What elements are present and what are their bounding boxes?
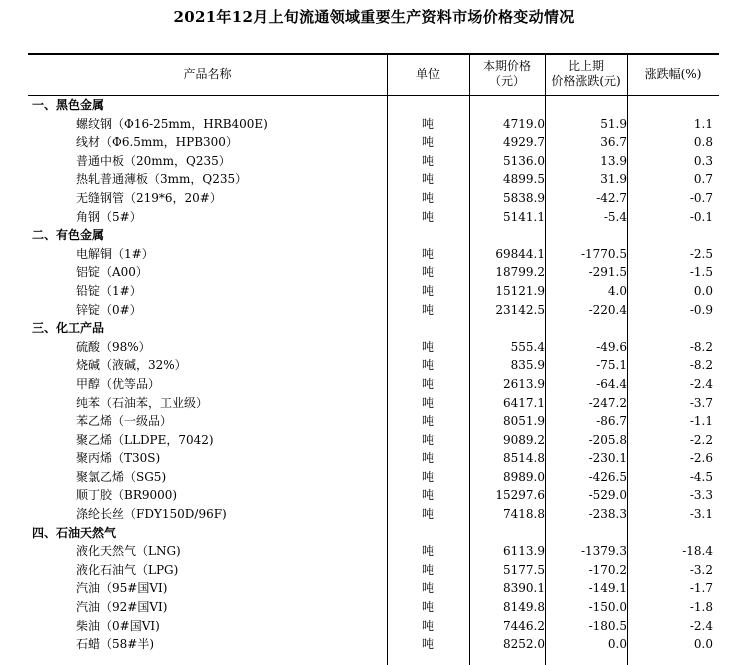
price-cell: 7418.8 [503, 507, 545, 522]
category-name: 三、化工产品 [32, 321, 105, 336]
change-cell: -291.5 [588, 265, 627, 280]
header-change-line1: 比上期 [567, 59, 604, 73]
price-cell: 835.9 [510, 358, 545, 373]
change-cell: -64.4 [596, 376, 627, 391]
product-name: 烧碱（液碱，32%） [76, 358, 187, 373]
unit-cell: 吨 [421, 600, 434, 615]
change-cell: -5.4 [603, 209, 627, 224]
product-name: 锌锭（0#） [76, 302, 142, 317]
change-cell: -49.6 [596, 339, 627, 354]
pct-cell: 0.0 [693, 637, 713, 652]
product-name: 汽油（92#国VI) [76, 600, 168, 615]
product-name: 纯苯（石油苯，工业级） [76, 395, 209, 410]
unit-cell: 吨 [421, 544, 434, 559]
header-pct: 涨跌幅(%) [644, 66, 702, 81]
change-cell: -170.2 [588, 562, 627, 577]
category-name: 四、石油天然气 [32, 525, 117, 540]
table-header [28, 54, 719, 94]
table-row [28, 115, 719, 134]
table-row [28, 505, 719, 524]
unit-cell: 吨 [421, 209, 434, 224]
product-name: 柴油（0#国VI) [76, 618, 160, 633]
change-cell: -238.3 [588, 507, 627, 522]
product-name: 聚乙烯（LLDPE，7042) [76, 432, 214, 447]
unit-cell: 吨 [421, 451, 434, 466]
table-row [28, 449, 719, 468]
pct-cell: 0.8 [693, 135, 713, 150]
pct-cell: -0.1 [689, 209, 713, 224]
table-row [28, 189, 719, 208]
price-cell: 5838.9 [503, 190, 545, 205]
header-unit: 单位 [415, 66, 440, 81]
product-name: 聚丙烯（T30S) [76, 451, 161, 466]
table-row [28, 561, 719, 580]
pct-cell: -8.2 [689, 358, 713, 373]
pct-cell: -2.4 [689, 376, 713, 391]
pct-cell: -1.8 [689, 600, 713, 615]
pct-cell: -1.7 [689, 581, 713, 596]
unit-cell: 吨 [421, 581, 434, 596]
unit-cell: 吨 [421, 302, 434, 317]
unit-cell: 吨 [421, 358, 434, 373]
unit-cell: 吨 [421, 507, 434, 522]
table-row [28, 282, 719, 301]
unit-cell: 吨 [421, 116, 434, 131]
price-cell: 6417.1 [503, 395, 545, 410]
price-cell: 7446.2 [503, 618, 545, 633]
unit-cell: 吨 [421, 488, 434, 503]
table-row [28, 542, 719, 561]
product-name: 涤纶长丝（FDY150D/96F) [76, 507, 227, 522]
category-row [28, 226, 719, 245]
product-name: 电解铜（1#） [76, 246, 154, 261]
price-cell: 15297.6 [495, 488, 545, 503]
change-cell: 0.0 [607, 637, 627, 652]
pct-cell: 0.3 [693, 153, 713, 168]
change-cell: 31.9 [600, 172, 627, 187]
product-name: 线材（Φ6.5mm，HPB300） [76, 135, 238, 150]
table-row [28, 579, 719, 598]
product-name: 聚氯乙烯（SG5) [76, 469, 167, 484]
product-name: 铝锭（A00） [76, 265, 148, 280]
category-name: 一、黑色金属 [32, 98, 105, 112]
pct-cell: 0.0 [693, 283, 713, 298]
category-row [28, 319, 719, 338]
product-name: 苯乙烯（一级品） [76, 414, 173, 429]
product-name: 热轧普通薄板（3mm，Q235） [76, 172, 248, 187]
table-row [28, 635, 719, 654]
change-cell: -149.1 [588, 581, 627, 596]
unit-cell: 吨 [421, 283, 434, 298]
change-cell: -1379.3 [580, 544, 627, 559]
change-cell: -529.0 [588, 488, 627, 503]
table-row [28, 412, 719, 431]
pct-cell: -1.1 [689, 414, 713, 429]
table-row [28, 598, 719, 617]
table-body [28, 96, 719, 654]
change-cell: -86.7 [596, 414, 627, 429]
pct-cell: -0.9 [689, 302, 713, 317]
price-cell: 4929.7 [503, 135, 545, 150]
unit-cell: 吨 [421, 395, 434, 410]
change-cell: -180.5 [588, 618, 627, 633]
change-cell: -205.8 [588, 432, 627, 447]
price-cell: 8390.1 [503, 581, 545, 596]
price-cell: 9089.2 [503, 432, 545, 447]
pct-cell: 0.7 [693, 172, 713, 187]
price-cell: 8514.8 [503, 451, 545, 466]
category-name: 二、有色金属 [32, 228, 105, 243]
unit-cell: 吨 [421, 469, 434, 484]
product-name: 液化石油气（LPG) [76, 562, 179, 577]
change-cell: -247.2 [588, 395, 627, 410]
product-name: 硫酸（98%） [76, 339, 151, 354]
table-row [28, 170, 719, 189]
product-name: 石蜡（58#半) [76, 637, 155, 652]
page-title: 2021年12月上旬流通领域重要生产资料市场价格变动情况 [173, 8, 575, 26]
table-row [28, 468, 719, 487]
price-cell: 8051.9 [503, 414, 545, 429]
table-row [28, 394, 719, 413]
price-cell: 4719.0 [503, 116, 545, 131]
pct-cell: -18.4 [682, 544, 713, 559]
change-cell: 4.0 [607, 283, 627, 298]
product-name: 顺丁胶（BR9000) [76, 488, 178, 503]
header-price [469, 54, 545, 94]
pct-cell: -8.2 [689, 339, 713, 354]
price-cell: 8252.0 [503, 637, 545, 652]
price-cell: 8989.0 [503, 469, 545, 484]
price-cell: 4899.5 [503, 172, 545, 187]
unit-cell: 吨 [421, 414, 434, 429]
change-cell: -75.1 [596, 358, 627, 373]
table-row [28, 617, 719, 636]
table-row [28, 133, 719, 152]
price-cell: 69844.1 [495, 246, 545, 261]
product-name: 汽油（95#国VI) [76, 581, 168, 596]
product-name: 液化天然气（LNG) [76, 544, 181, 559]
pct-cell: -4.5 [689, 469, 713, 484]
unit-cell: 吨 [421, 153, 434, 168]
unit-cell: 吨 [421, 432, 434, 447]
product-name: 螺纹钢（Φ16-25mm，HRB400E) [76, 116, 268, 131]
change-cell: 13.9 [600, 153, 627, 168]
unit-cell: 吨 [421, 246, 434, 261]
table-row [28, 301, 719, 320]
table-row [28, 356, 719, 375]
unit-cell: 吨 [421, 172, 434, 187]
price-cell: 5136.0 [503, 153, 545, 168]
table-row [28, 245, 719, 264]
header-price-line2: （元） [488, 74, 525, 88]
unit-cell: 吨 [421, 562, 434, 577]
header-change [545, 54, 627, 94]
price-cell: 23142.5 [495, 302, 545, 317]
unit-cell: 吨 [421, 135, 434, 150]
table-row [28, 431, 719, 450]
table-row [28, 208, 719, 227]
unit-cell: 吨 [421, 265, 434, 280]
product-name: 角钢（5#） [76, 209, 142, 224]
pct-cell: -3.2 [689, 562, 713, 577]
pct-cell: -1.5 [689, 265, 713, 280]
product-name: 无缝钢管（219*6，20#） [76, 190, 222, 205]
price-cell: 2613.9 [503, 376, 545, 391]
pct-cell: -2.4 [689, 618, 713, 633]
unit-cell: 吨 [421, 190, 434, 205]
table-row [28, 263, 719, 282]
pct-cell: -2.5 [689, 246, 713, 261]
pct-cell: -3.3 [689, 488, 713, 503]
change-cell: -42.7 [596, 190, 627, 205]
product-name: 普通中板（20mm，Q235） [76, 153, 231, 168]
table-row [28, 338, 719, 357]
price-cell: 6113.9 [503, 544, 545, 559]
change-cell: -1770.5 [580, 246, 627, 261]
category-row [28, 524, 719, 543]
pct-cell: -0.7 [689, 190, 713, 205]
pct-cell: -3.1 [689, 507, 713, 522]
change-cell: -220.4 [588, 302, 627, 317]
change-cell: 36.7 [600, 135, 627, 150]
product-name: 甲醇（优等品） [76, 376, 161, 391]
header-product-name: 产品名称 [183, 66, 232, 81]
change-cell: 51.9 [600, 116, 627, 131]
unit-cell: 吨 [421, 339, 434, 354]
table-row [28, 375, 719, 394]
pct-cell: -3.7 [689, 395, 713, 410]
header-price-line1: 本期价格 [482, 59, 531, 73]
unit-cell: 吨 [421, 376, 434, 391]
product-name: 铅锭（1#） [76, 283, 142, 298]
pct-cell: 1.1 [693, 116, 713, 131]
header-change-line2: 价格涨跌(元) [551, 74, 621, 88]
table-row [28, 486, 719, 505]
unit-cell: 吨 [421, 637, 434, 652]
table-row [28, 152, 719, 171]
pct-cell: -2.6 [689, 451, 713, 466]
price-cell: 15121.9 [495, 283, 545, 298]
price-cell: 8149.8 [503, 600, 545, 615]
change-cell: -150.0 [588, 600, 627, 615]
category-row [28, 96, 719, 115]
change-cell: -230.1 [588, 451, 627, 466]
price-cell: 555.4 [510, 339, 545, 354]
price-cell: 5177.5 [503, 562, 545, 577]
price-cell: 5141.1 [503, 209, 545, 224]
unit-cell: 吨 [421, 618, 434, 633]
pct-cell: -2.2 [689, 432, 713, 447]
price-cell: 18799.2 [495, 265, 545, 280]
change-cell: -426.5 [588, 469, 627, 484]
